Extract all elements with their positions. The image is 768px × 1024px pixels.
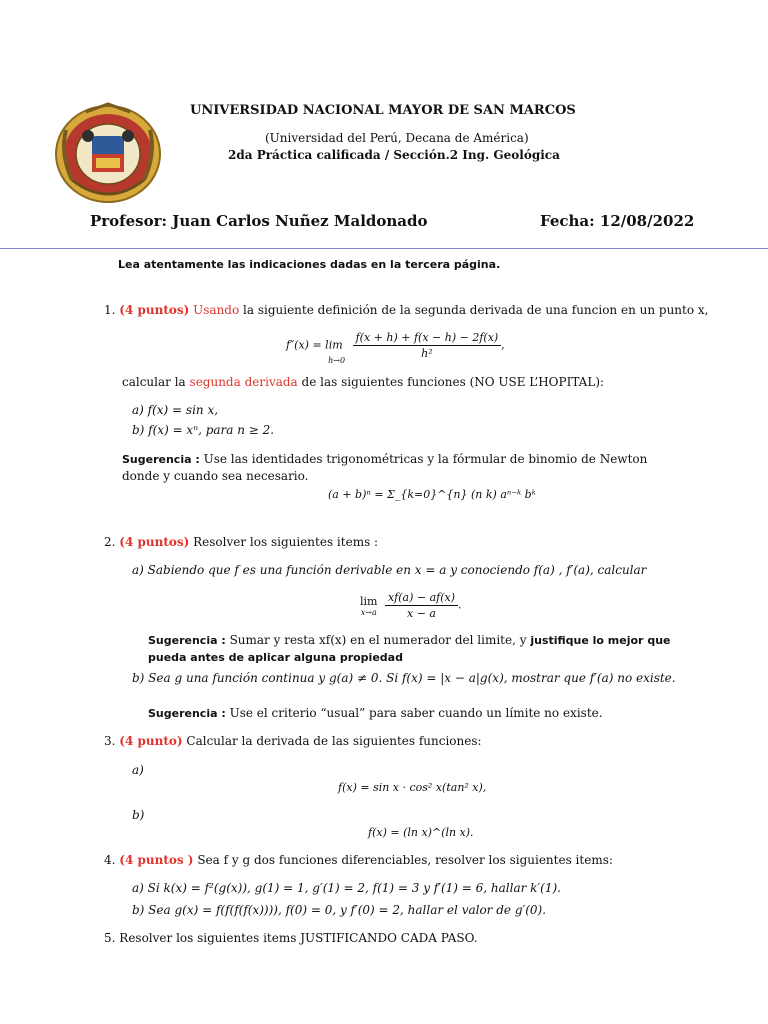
problem-2a-hint (148, 632, 688, 666)
problem-3-statement (104, 734, 482, 748)
limit-word: lim (360, 594, 378, 608)
problem-3-text: Calcular la derivada de las siguientes funciones: (186, 734, 482, 748)
limit-formula: lim x→a $\frac{xf(a) - af(x)}{x - a}$ . (360, 591, 462, 620)
problem-1-statement (104, 303, 708, 317)
hint-emphasis: justifique lo mejor que pueda antes de aplicar alguna propiedad (148, 634, 671, 664)
problem-1-lead: Usando (193, 303, 240, 317)
problem-3-number: 3. (104, 734, 116, 748)
limit-denominator: x − a (407, 607, 436, 620)
formula-limit-sub: h→0 (328, 355, 346, 365)
hint-text: Sumar y resta xf(x) en el numerador del limite, y (229, 633, 527, 647)
course-title: 2da Práctica calificada / Sección.2 Ing. Geológica (228, 148, 560, 162)
problem-3b-function: f(x) = (ln x)^(ln x). (368, 826, 474, 839)
problem-2-text: Resolver los siguientes items : (193, 535, 379, 549)
problem-1-points: (4 puntos) (119, 303, 190, 317)
exam-date: Fecha: 12/08/2022 (540, 212, 695, 230)
hint-label: Sugerencia : (122, 453, 200, 466)
problem-1b: b) f(x) = xⁿ, para n ≥ 2. (132, 423, 275, 437)
instruction-note: Lea atentamente las indicaciones dadas en la tercera página. (118, 258, 501, 271)
binomial-formula: (a + b)ⁿ = Σ_{k=0}^{n} (n k) aⁿ⁻ᵏ bᵏ (328, 488, 536, 501)
problem-1-instruction (122, 375, 604, 389)
problem-3a-function: f(x) = sin x · cos² x(tan² x), (338, 781, 487, 794)
problem-5-statement (104, 931, 478, 945)
problem-2b: b) Sea g una función continua y g(a) ≠ 0. Si f(x) = |x − a|g(x), mostrar que f′(a) no existe. (132, 671, 676, 685)
problem-4-statement (104, 853, 613, 867)
text-segunda-derivada: segunda derivada (189, 375, 298, 389)
problem-4-text: Sea f y g dos funciones diferenciables, resolver los siguientes items: (197, 853, 613, 867)
header-rule (0, 248, 768, 249)
hint-text: Use el criterio “usual” para saber cuando un límite no existe. (229, 706, 603, 720)
problem-3a-label: a) (132, 763, 144, 777)
problem-4-points: (4 puntos ) (119, 853, 194, 867)
problem-2-number: 2. (104, 535, 116, 549)
second-derivative-formula: f″(x) = lim h→0 $\frac{f(x + h) + f(x - h) - 2f(x)}{\text{h²}}$ , (286, 331, 505, 365)
problem-4-number: 4. (104, 853, 116, 867)
problem-2-statement (104, 535, 378, 549)
hint-label: Sugerencia : (148, 707, 226, 720)
limit-sub: x→a (360, 607, 377, 617)
university-crest (52, 100, 164, 204)
problem-3b-label: b) (132, 808, 145, 822)
limit-numerator: xf(a) − af(x) (385, 591, 458, 606)
formula-denominator: h² (421, 347, 433, 360)
problem-4a: a) Si k(x) = f²(g(x)), g(1) = 1, g′(1) = 2, f(1) = 3 y f′(1) = 6, hallar k′(1). (132, 881, 561, 895)
hint-text: Use las identidades trigonométricas y la fórmular de binomio de Newton donde y cuando sea necesario. (122, 452, 648, 483)
formula-lhs: f″(x) = lim (286, 338, 343, 352)
problem-1-hint (122, 451, 682, 484)
problem-1-text: la siguiente definición de la segunda derivada de una funcion en un punto x, (243, 303, 709, 317)
problem-3-points: (4 punto) (119, 734, 183, 748)
problem-2a: a) Sabiendo que f es una función derivable en x = a y conociendo f(a) , f′(a), calcular (132, 563, 647, 577)
hint-label: Sugerencia : (148, 634, 226, 647)
problem-5-text: Resolver los siguientes items JUSTIFICANDO CADA PASO. (119, 931, 478, 945)
problem-4b: b) Sea g(x) = f(f(f(f(x)))), f(0) = 0, y f′(0) = 2, hallar el valor de g′(0). (132, 903, 547, 917)
problem-1a: a) f(x) = sin x, (132, 403, 219, 417)
problem-1-number: 1. (104, 303, 116, 317)
problem-2b-hint (148, 706, 603, 720)
problem-2-points: (4 puntos) (119, 535, 190, 549)
problem-5-number: 5. (104, 931, 116, 945)
crest-icon (52, 100, 164, 204)
university-subtitle: (Universidad del Perú, Decana de América) (265, 131, 529, 145)
formula-numerator: f(x + h) + f(x − h) − 2f(x) (353, 331, 502, 346)
text-calcular: calcular la (122, 375, 186, 389)
professor-name: Profesor: Juan Carlos Nuñez Maldonado (90, 212, 428, 230)
university-name: UNIVERSIDAD NACIONAL MAYOR DE SAN MARCOS (190, 103, 576, 118)
text-funciones: de las siguientes funciones (NO USE L’HOPITAL): (301, 375, 605, 389)
